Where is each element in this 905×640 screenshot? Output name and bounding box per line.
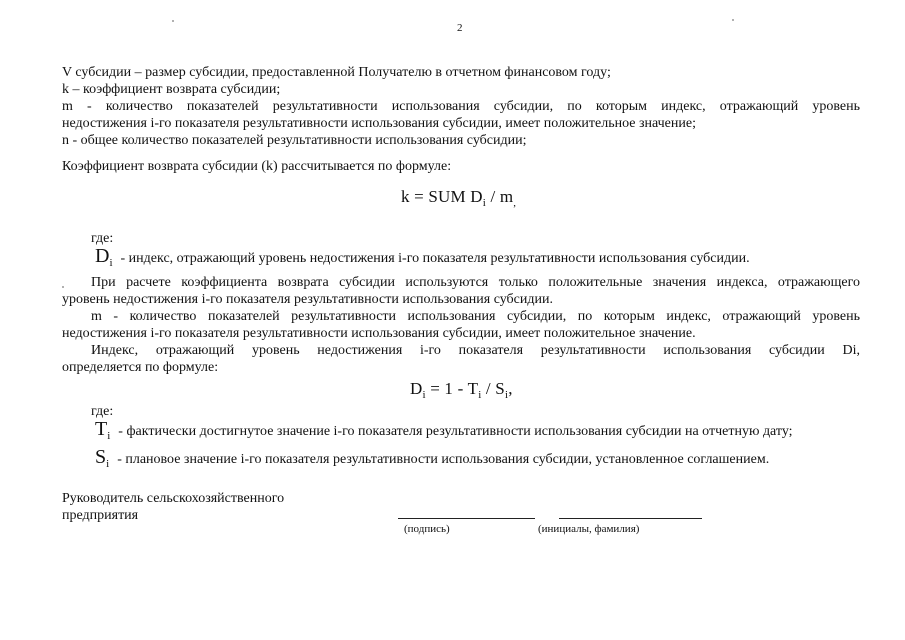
formula2-eq: = 1 - T: [425, 379, 479, 398]
scan-speck: [62, 286, 64, 288]
paragraph2-line1: m - количество показателей результативности использования субсидии, по которым индекс, отражающий уровень: [91, 309, 860, 324]
definition-k: k – коэффициент возврата субсидии;: [62, 82, 281, 97]
scan-speck: [732, 19, 734, 21]
formula2-s-sub: i: [504, 389, 509, 401]
formula2-d-sub: i: [422, 389, 426, 401]
definition-m-line1: m - количество показателей результативности использования субсидии, по которым индекс, отражающий уровень: [62, 99, 860, 114]
name-line: [559, 518, 702, 519]
where2-label: где:: [91, 404, 114, 419]
signature-line: [398, 518, 535, 519]
formula1-tail: ,: [513, 197, 517, 209]
where2-t-definition: [95, 418, 793, 441]
where2-s-definition: [95, 446, 769, 469]
definition-n: n - общее количество показателей результативности использования субсидии;: [62, 133, 527, 148]
formula1-sub: i: [482, 197, 487, 209]
signature-title-line1: Руководитель сельскохозяйственного: [62, 491, 285, 506]
definition-m-line2: недостижения i-го показателя результативности использования субсидии, имеет положительное значение;: [62, 116, 696, 131]
signature-caption: (подпись): [404, 523, 450, 535]
definition-v: V субсидии – размер субсидии, предоставленной Получателю в отчетном финансовом году;: [62, 65, 611, 80]
formula2-slash: / S: [481, 379, 505, 398]
formula1-right: / m: [486, 187, 514, 206]
where2-t-text: - фактически достигнутое значение i-го показателя результативности использования субсидии на отчетную дату;: [118, 424, 793, 439]
paragraph2-line2: недостижения i-го показателя результативности использования субсидии, имеет положительное значение.: [62, 326, 696, 341]
formula1-intro: Коэффициент возврата субсидии (k) рассчитывается по формуле:: [62, 159, 452, 174]
paragraph1-line1: При расчете коэффициента возврата субсидии используются только положительные значения индекса, отражающего: [91, 275, 860, 290]
where1-definition: [95, 245, 750, 268]
formula2-d: D: [410, 379, 423, 398]
paragraph3-line2: определяется по формуле:: [62, 360, 219, 375]
page-number: 2: [457, 22, 463, 34]
signature-title-line2: предприятия: [62, 508, 139, 523]
where1-symbol: $D_i$: [95, 245, 113, 269]
formula2-t-sub: i: [478, 389, 482, 401]
where2-t-symbol: $T_i$: [95, 418, 111, 442]
paragraph1-line2: уровень недостижения i-го показателя результативности использования субсидии.: [62, 292, 553, 307]
where2-s-text: - плановое значение i-го показателя результативности использования субсидии, установленное соглашением.: [117, 452, 770, 467]
formula1: [401, 187, 516, 207]
where1-text: - индекс, отражающий уровень недостижения i-го показателя результативности использования субсидии.: [120, 251, 750, 266]
name-caption: (инициалы, фамилия): [538, 523, 640, 535]
where2-s-symbol: $S_i$: [95, 446, 110, 470]
formula2-tail: ,: [508, 379, 513, 398]
where1-label: где:: [91, 231, 114, 246]
paragraph3-line1: Индекс, отражающий уровень недостижения i-го показателя результативности использования субсидии Di,: [91, 343, 860, 358]
formula2: [410, 379, 513, 399]
scan-speck: [172, 20, 174, 22]
formula1-left: k = SUM D: [401, 187, 483, 206]
